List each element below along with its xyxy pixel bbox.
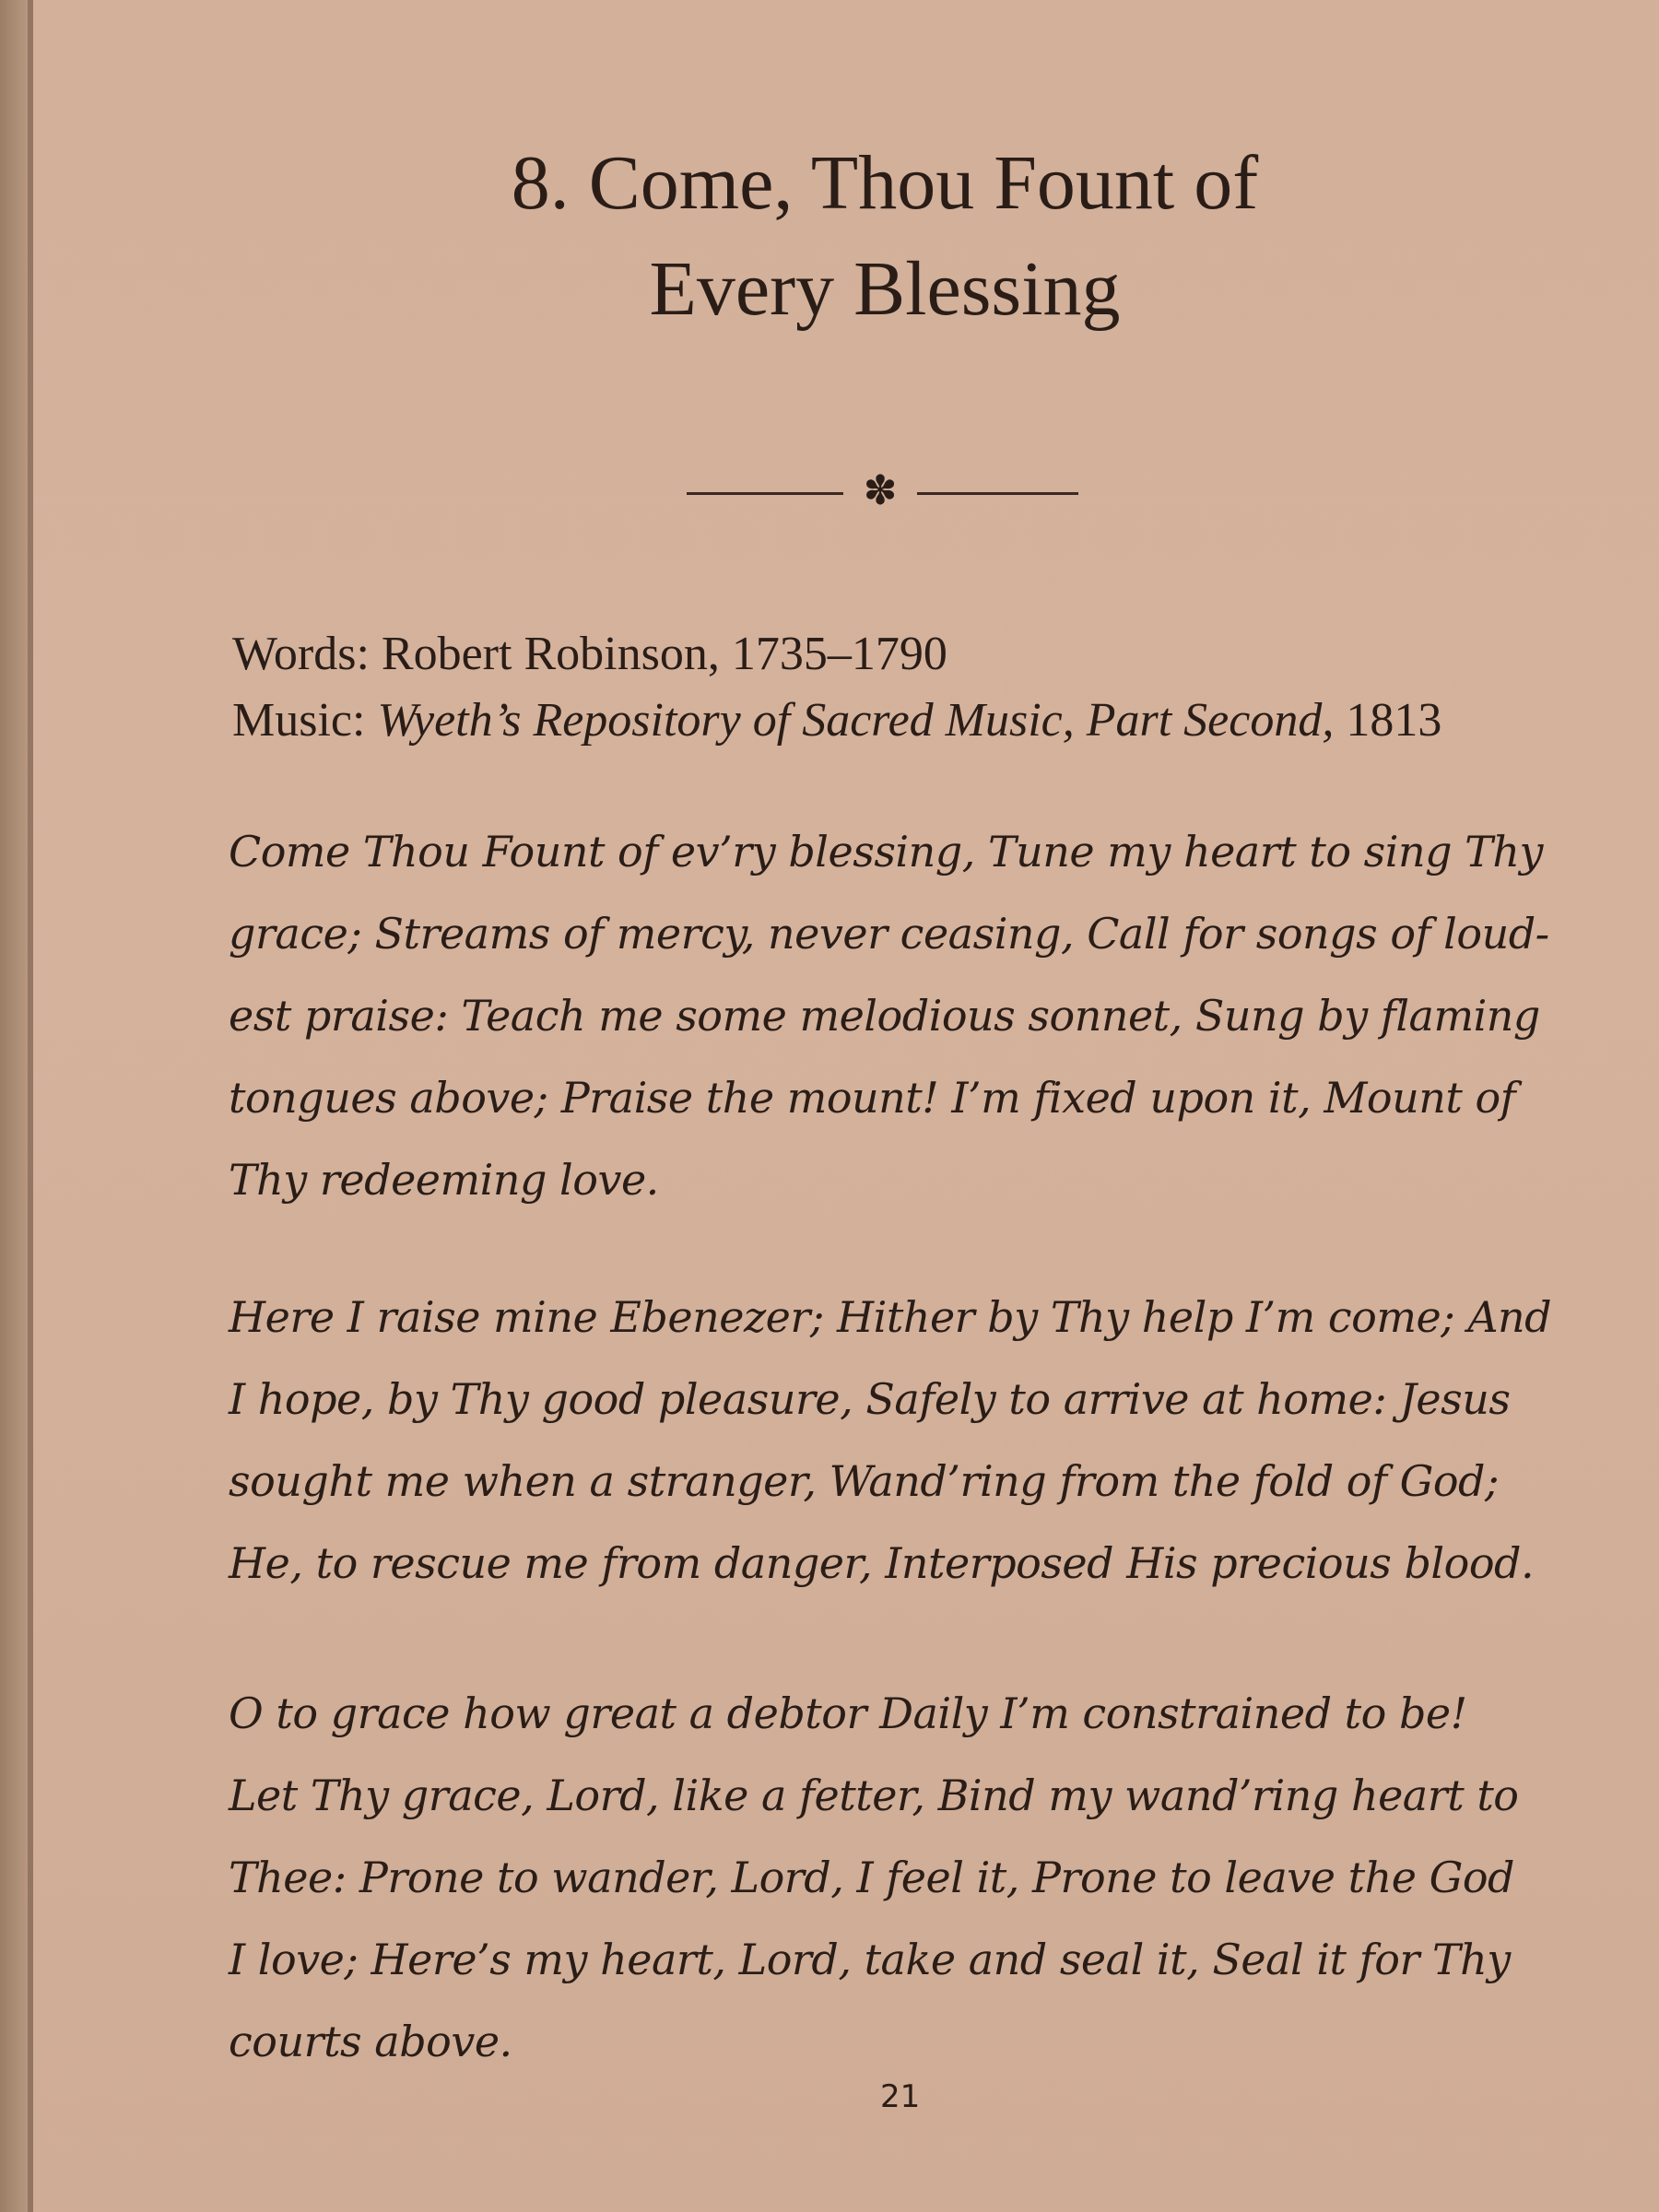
music-credit [232, 693, 1441, 747]
verse-3 [229, 1673, 1519, 2083]
page-number: 21 [880, 2078, 921, 2115]
fleuron-icon: ✽ [863, 467, 898, 514]
verse-line: Thee: Prone to wander, Lord, I feel it, Prone to leave the God [229, 1853, 1514, 1902]
verse-line: He, to rescue me from danger, Interposed His precious blood. [229, 1538, 1535, 1588]
divider-rule-left [687, 492, 843, 495]
music-year: 1813 [1346, 694, 1442, 747]
page-gutter [28, 0, 33, 2212]
verse-line: I love; Here’s my heart, Lord, take and seal it, Seal it for Thy [229, 1935, 1511, 1984]
music-label: Music: [232, 694, 366, 747]
verse-line: courts above. [229, 2017, 512, 2066]
verse-line: O to grace how great a debtor Daily I’m constrained to be! [229, 1688, 1467, 1738]
hymn-title-line-1: 8. Come, Thou Fount of [511, 140, 1259, 226]
verse-line: sought me when a stranger, Wand’ring from the fold of God; [229, 1456, 1499, 1506]
verse-line: Thy redeeming love. [229, 1155, 659, 1205]
verse-1 [229, 811, 1549, 1221]
words-author: Robert Robinson, 1735–1790 [381, 628, 947, 680]
verse-line: Let Thy grace, Lord, like a fetter, Bind my wand’ring heart to [229, 1771, 1519, 1820]
verse-line: Come Thou Fount of ev’ry blessing, Tune my heart to sing Thy [229, 827, 1543, 877]
words-label: Words: [232, 628, 370, 680]
divider-rule-right [917, 492, 1078, 495]
verse-line: tongues above; Praise the mount! I’m fixed upon it, Mount of [229, 1073, 1516, 1123]
book-spine-edge [0, 0, 28, 2212]
music-source: Wyeth’s Repository of Sacred Music, Part Second, [377, 694, 1335, 747]
verse-line: grace; Streams of mercy, never ceasing, Call for songs of loud- [229, 909, 1549, 959]
verse-line: I hope, by Thy good pleasure, Safely to arrive at home: Jesus [229, 1374, 1511, 1424]
ornament-divider [687, 467, 1078, 516]
verse-2 [229, 1277, 1551, 1605]
verse-line: Here I raise mine Ebenezer; Hither by Thy help I’m come; And [229, 1292, 1552, 1342]
words-credit [232, 627, 947, 681]
verse-line: est praise: Teach me some melodious sonnet, Sung by flaming [229, 991, 1540, 1041]
hymn-title-line-2: Every Blessing [649, 246, 1121, 332]
